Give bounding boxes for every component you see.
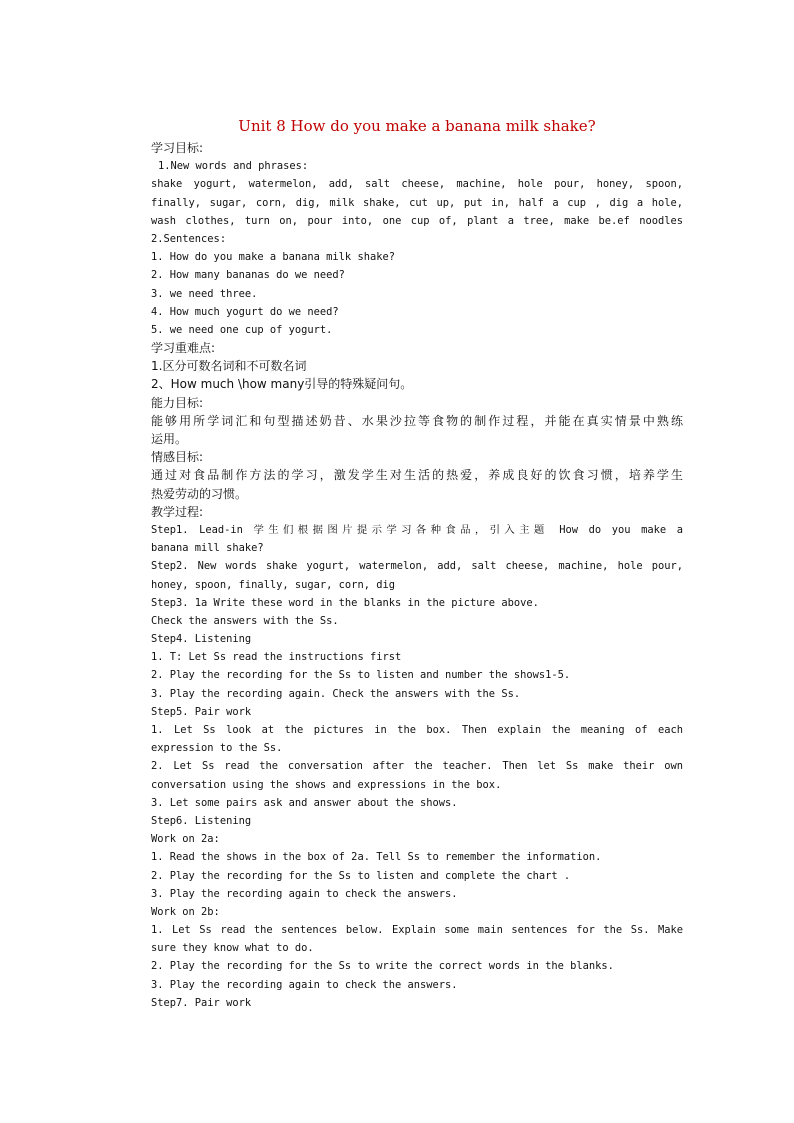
text-line: 2、How much \how many引导的特殊疑问句。 [151,377,413,392]
text-line: Step4. Listening [151,633,252,646]
text-line: 热爱劳动的习惯。 [151,486,248,501]
text-line: conversation using the shows and expressions in the box. [151,778,502,791]
text-line: shake yogurt, watermelon, add, salt cheese, machine, hole pour, honey, spoon, [151,178,683,191]
document-title: Unit 8 How do you make a banana milk shake? [238,117,596,135]
text-line: 3. Play the recording again to check the answers. [151,887,458,900]
text-line: 3. Play the recording again. Check the answers with the Ss. [151,687,521,700]
text-line: 能够用所学词汇和句型描述奶昔、水果沙拉等食物的制作过程，并能在真实情景中熟练 [151,413,683,428]
text-line: 1. Let Ss read the sentences below. Explain some main sentences for the Ss. Make [151,924,683,937]
text-line: 2. Play the recording for the Ss to write the correct words in the blanks. [151,960,614,973]
text-line: 3. Play the recording again to check the answers. [151,978,458,991]
text-line: honey, spoon, finally, sugar, corn, dig [151,578,395,591]
text-line: Step5. Pair work [151,705,252,718]
text-line: 运用。 [151,432,188,446]
text-line: 2. Play the recording for the Ss to listen and complete the chart . [151,869,571,882]
text-line: sure they know what to do. [151,942,314,955]
text-line: finally, sugar, corn, dig, milk shake, cut up, put in, half a cup , dig a hole, [151,196,683,209]
text-line: wash clothes, turn on, pour into, one cup of, plant a tree, make be.ef noodles [151,214,683,227]
text-line: 通过对食品制作方法的学习，激发学生对生活的热爱，养成良好的饮食习惯，培养学生 [151,468,683,483]
text-line: Step3. 1a Write these word in the blanks in the picture above. [151,596,539,609]
text-line: 3. we need three. [151,287,258,300]
text-line: 3. Let some pairs ask and answer about the shows. [151,796,458,809]
document-body [151,139,683,1012]
text-line: Work on 2b: [151,905,220,918]
text-line: Step7. Pair work [151,996,252,1009]
text-line: 情感目标: [151,450,204,465]
text-line: 学习目标: [151,141,204,155]
text-line: 2. How many bananas do we need? [151,269,345,282]
text-line: 教学过程: [151,504,204,519]
text-line: 1. Let Ss look at the pictures in the box. Then explain the meaning of each [151,724,683,736]
text-line: Step6. Listening [151,814,252,827]
text-line: banana mill shake? [151,542,264,555]
text-line: 1. Read the shows in the box of 2a. Tell Ss to remember the information. [151,851,602,864]
text-line: 1. How do you make a banana milk shake? [151,251,395,264]
text-line: 能力目标: [151,395,204,410]
text-line: Work on 2a: [151,833,220,846]
text-line: Step1. Lead-in 学生们根据图片提示学习各种食品，引入主题 How do you make a [151,523,683,536]
text-line: 4. How much yogurt do we need? [151,305,339,318]
text-line: 1.New words and phrases: [158,160,309,173]
text-line: Check the answers with the Ss. [151,614,339,627]
text-line: 学习重难点: [151,341,216,356]
text-line: 2. Let Ss read the conversation after the teacher. Then let Ss make their own [151,760,683,773]
text-line: 2. Play the recording for the Ss to listen and number the shows1-5. [151,669,571,682]
text-line: 5. we need one cup of yogurt. [151,323,333,336]
text-line: 2.Sentences: [151,232,227,245]
text-line: 1. T: Let Ss read the instructions first [151,651,402,664]
document-page [151,115,683,1012]
text-line: expression to the Ss. [151,742,283,755]
text-line: 1.区分可数名词和不可数名词 [151,359,307,374]
text-line: Step2. New words shake yogurt, watermelon, add, salt cheese, machine, hole pour, [151,560,683,573]
